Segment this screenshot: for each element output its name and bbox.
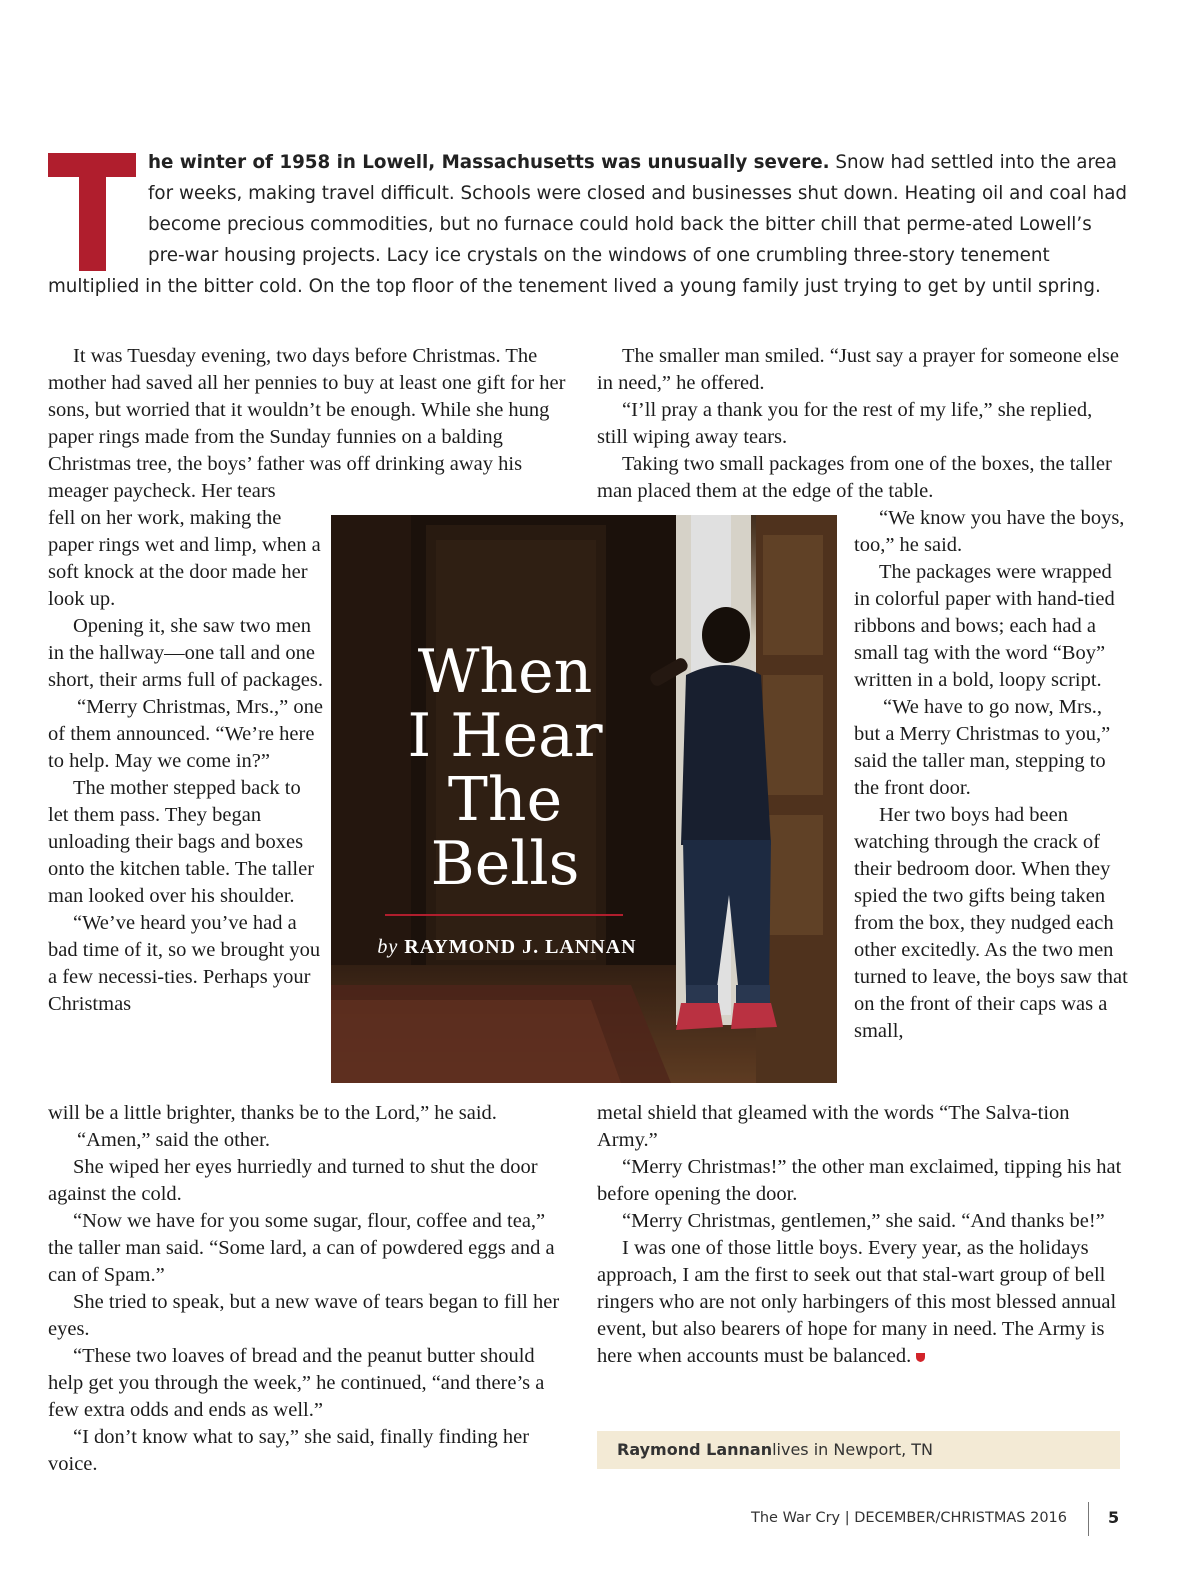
paragraph: She wiped her eyes hurriedly and turned to shut the door against the cold. <box>48 1156 538 1205</box>
title-line: The <box>447 765 563 835</box>
left-column-bottom <box>48 1100 573 1478</box>
title-line: Bells <box>430 829 580 899</box>
title-line: I Hear <box>407 701 603 771</box>
paragraph: “Amen,” said the other. <box>77 1129 270 1151</box>
paragraph: She tried to speak, but a new wave of tears began to fill her eyes. <box>48 1291 560 1340</box>
lede-bold: he winter of 1958 in Lowell, Massachusetts was unusually severe. <box>148 152 830 173</box>
title-divider <box>385 914 623 916</box>
byline-author: RAYMOND J. LANNAN <box>404 936 637 958</box>
left-column-narrow <box>48 505 323 1018</box>
footer-divider <box>1088 1502 1089 1536</box>
byline-by: by <box>377 936 399 958</box>
paragraph: “Merry Christmas!” the other man exclaimed, tipping his hat before opening the door. <box>597 1156 1122 1205</box>
article-title <box>370 637 640 899</box>
right-column-bottom <box>597 1100 1127 1370</box>
paragraph: “These two loaves of bread and the peanut butter should help get you through the week,” he continued, “and there’s a few extra odds and ends as well.” <box>48 1345 545 1421</box>
page-number: 5 <box>1108 1508 1120 1527</box>
salvation-army-shield-icon <box>916 1352 925 1362</box>
paragraph: The mother stepped back to let them pass. They began unloading their bags and boxes onto the kitchen table. The taller man looked over his shoulder. <box>48 777 315 907</box>
paragraph <box>597 1235 1127 1370</box>
paragraph: metal shield that gleamed with the words “The Salva-tion Army.” <box>597 1102 1070 1151</box>
paragraph: “Merry Christmas, gentlemen,” she said. “And thanks be!” <box>622 1210 1105 1232</box>
paragraph: “We’ve heard you’ve had a bad time of it, so we brought you a few necessi-ties. Perhaps your Christmas <box>48 912 321 1015</box>
drop-cap-letter <box>48 153 136 271</box>
drop-cap <box>48 153 136 271</box>
paragraph: “We have to go now, Mrs., but a Merry Christmas to you,” said the taller man, stepping to the front door. <box>854 696 1111 799</box>
bio-name: Raymond Lannan <box>617 1440 773 1459</box>
paragraph: “Now we have for you some sugar, flour, coffee and tea,” the taller man said. “Some lard, a can of powdered eggs and a can of Spam.” <box>48 1210 555 1286</box>
bio-text: lives in Newport, TN <box>772 1440 933 1459</box>
lede-rest: Snow had settled into the area for weeks, making travel difficult. Schools were closed and businesses shut down. Heating oil and coal had become precious commodities, but no furnace could hold back the bitter chill that perme-ated Lowell’s pre-war housing projects. Lacy ice crystals on the windows of one crumbling three-story tenement multiplied in the bitter cold. On the top floor of the tenement lived a young family just trying to get by until spring. <box>48 152 1128 297</box>
paragraph: The smaller man smiled. “Just say a prayer for someone else in need,” he offered. <box>597 345 1119 394</box>
paragraph: It was Tuesday evening, two days before Christmas. The mother had saved all her pennies to buy at least one gift for her sons, but worried that it wouldn’t be enough. While she hung paper rings made from the Sunday funnies on a balding Christmas tree, the boys’ father was off drinking away his meager paycheck. Her tears <box>48 345 566 502</box>
right-column-top <box>597 343 1127 505</box>
left-column-top <box>48 343 573 505</box>
paragraph: “Merry Christmas, Mrs.,” one of them announced. “We’re here to help. May we come in?” <box>48 696 323 772</box>
paragraph: fell on her work, making the paper rings wet and limp, when a soft knock at the door made her look up. <box>48 507 321 610</box>
right-column-narrow <box>854 505 1129 1045</box>
closing-paragraph-text: I was one of those little boys. Every year, as the holidays approach, I am the first to seek out that stal-wart group of bell ringers who are not only harbingers of this most blessed annual event, but also bearers of hope for many in need. The Army is here when accounts must be balanced. <box>597 1237 1117 1367</box>
footer-publication: The War Cry | DECEMBER/CHRISTMAS 2016 <box>751 1510 1067 1526</box>
byline <box>362 936 652 959</box>
paragraph: “I don’t know what to say,” she said, finally finding her voice. <box>48 1426 530 1475</box>
paragraph: “We know you have the boys, too,” he said. <box>854 507 1125 556</box>
paragraph: Opening it, she saw two men in the hallway—one tall and one short, their arms full of packages. <box>48 615 323 691</box>
paragraph: will be a little brighter, thanks be to the Lord,” he said. <box>48 1102 497 1124</box>
paragraph: Taking two small packages from one of the boxes, the taller man placed them at the edge of the table. <box>597 453 1112 502</box>
lede-paragraph <box>48 147 1128 302</box>
author-bio <box>597 1431 1120 1469</box>
paragraph: The packages were wrapped in colorful paper with hand-tied ribbons and bows; each had a small tag with the word “Boy” written in a bold, loopy script. <box>854 561 1115 691</box>
paragraph: “I’ll pray a thank you for the rest of my life,” she replied, still wiping away tears. <box>597 399 1093 448</box>
title-line: When <box>417 637 593 707</box>
paragraph: Her two boys had been watching through the crack of their bedroom door. When they spied the two gifts being taken from the box, they nudged each other excitedly. As the two men turned to leave, the boys saw that on the front of their caps was a small, <box>854 804 1128 1042</box>
